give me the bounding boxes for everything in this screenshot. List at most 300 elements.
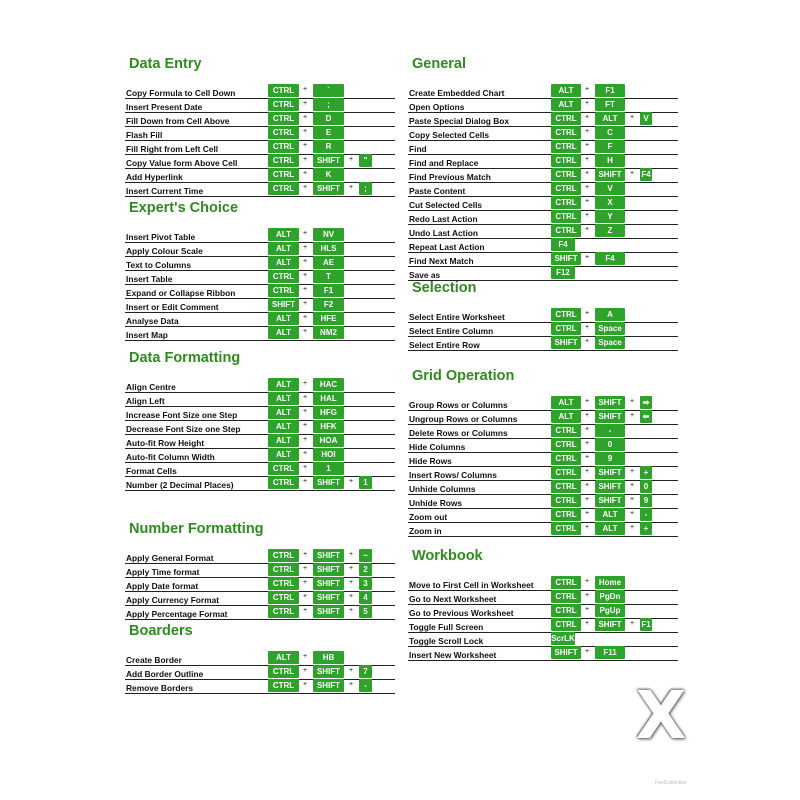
shortcut-label: Find Previous Match bbox=[409, 172, 491, 182]
key-f4: F4 bbox=[551, 238, 575, 251]
plus-separator: + bbox=[302, 380, 308, 387]
key-1: 1 bbox=[359, 476, 372, 489]
plus-separator: + bbox=[629, 412, 635, 419]
plus-separator: + bbox=[302, 394, 308, 401]
shortcut-label: Apply Colour Scale bbox=[126, 246, 203, 256]
plus-separator: + bbox=[348, 681, 354, 688]
key-9: 9 bbox=[640, 494, 652, 507]
shortcut-label: Expand or Collapse Ribbon bbox=[126, 288, 236, 298]
key-0: 0 bbox=[595, 438, 625, 451]
key-shift: SHIFT bbox=[595, 410, 625, 423]
shortcut-row bbox=[408, 253, 678, 267]
shortcut-label: Apply General Format bbox=[126, 553, 214, 563]
plus-separator: + bbox=[584, 454, 590, 461]
shortcut-row bbox=[408, 197, 678, 211]
key-alt: ALT bbox=[268, 326, 299, 339]
shortcut-row bbox=[125, 477, 395, 491]
key-ctrl: CTRL bbox=[268, 679, 299, 692]
plus-separator: + bbox=[584, 324, 590, 331]
key-v: V bbox=[640, 112, 652, 125]
plus-separator: + bbox=[584, 128, 590, 135]
plus-separator: + bbox=[302, 681, 308, 688]
shortcut-row bbox=[408, 495, 678, 509]
shortcut-list bbox=[408, 309, 678, 351]
shortcut-label: Insert Rows/ Columns bbox=[409, 470, 497, 480]
shortcut-row bbox=[408, 85, 678, 99]
shortcut-row bbox=[408, 481, 678, 495]
key-ctrl: CTRL bbox=[551, 604, 581, 617]
shortcut-row bbox=[125, 421, 395, 435]
shortcut-label: Create Embedded Chart bbox=[409, 88, 505, 98]
shortcut-label: Insert or Edit Comment bbox=[126, 302, 219, 312]
shortcut-row bbox=[408, 633, 678, 647]
key-hoa: HOA bbox=[313, 434, 344, 447]
key-ctrl: CTRL bbox=[551, 466, 581, 479]
key-shift: SHIFT bbox=[595, 396, 625, 409]
key-shift: SHIFT bbox=[595, 168, 625, 181]
key-c: C bbox=[595, 126, 625, 139]
shortcut-label: Fill Right from Left Cell bbox=[126, 144, 219, 154]
plus-separator: + bbox=[302, 653, 308, 660]
key-alt: ALT bbox=[551, 84, 581, 97]
shortcut-list bbox=[408, 397, 678, 537]
shortcut-row bbox=[408, 169, 678, 183]
plus-separator: + bbox=[302, 272, 308, 279]
shortcut-label: Save as bbox=[409, 270, 441, 280]
shortcut-label: Insert Table bbox=[126, 274, 173, 284]
key-f4: F4 bbox=[595, 252, 625, 265]
key-ctrl: CTRL bbox=[551, 182, 581, 195]
key-hls: HLS bbox=[313, 242, 344, 255]
key-ctrl: CTRL bbox=[268, 605, 299, 618]
shortcut-row bbox=[408, 113, 678, 127]
plus-separator: + bbox=[584, 156, 590, 163]
plus-separator: + bbox=[302, 286, 308, 293]
shortcut-row bbox=[125, 550, 395, 564]
key-shift: SHIFT bbox=[595, 480, 625, 493]
key-alt: ALT bbox=[268, 256, 299, 269]
key-shift: SHIFT bbox=[595, 466, 625, 479]
key-ctrl: CTRL bbox=[268, 577, 299, 590]
shortcut-row bbox=[125, 564, 395, 578]
key-shift: SHIFT bbox=[313, 665, 344, 678]
key-symbol: ⬅ bbox=[640, 410, 652, 423]
key-shift: SHIFT bbox=[268, 298, 299, 311]
excel-x-logo bbox=[625, 677, 697, 754]
plus-separator: + bbox=[584, 170, 590, 177]
plus-separator: + bbox=[302, 244, 308, 251]
plus-separator: + bbox=[302, 258, 308, 265]
shortcut-label: Unhide Rows bbox=[409, 498, 463, 508]
plus-separator: + bbox=[584, 496, 590, 503]
shortcut-row bbox=[408, 411, 678, 425]
key-alt: ALT bbox=[595, 112, 625, 125]
key-alt: ALT bbox=[268, 242, 299, 255]
plus-separator: + bbox=[348, 551, 354, 558]
key-alt: ALT bbox=[595, 522, 625, 535]
shortcut-row bbox=[125, 229, 395, 243]
key-symbol: ; bbox=[359, 182, 372, 195]
shortcut-row bbox=[408, 425, 678, 439]
plus-separator: + bbox=[584, 620, 590, 627]
shortcut-row bbox=[408, 141, 678, 155]
key-alt: ALT bbox=[551, 98, 581, 111]
plus-separator: + bbox=[302, 300, 308, 307]
shortcut-list bbox=[125, 379, 395, 491]
key-shift: SHIFT bbox=[313, 605, 344, 618]
shortcut-row bbox=[125, 99, 395, 113]
section-grid-operation bbox=[408, 365, 678, 537]
shortcut-row bbox=[408, 577, 678, 591]
key-k: K bbox=[313, 168, 344, 181]
key-3: 3 bbox=[359, 577, 372, 590]
key-shift: SHIFT bbox=[551, 336, 581, 349]
key-shift: SHIFT bbox=[313, 577, 344, 590]
key-ctrl: CTRL bbox=[551, 480, 581, 493]
plus-separator: + bbox=[584, 606, 590, 613]
shortcut-row bbox=[125, 169, 395, 183]
plus-separator: + bbox=[584, 338, 590, 345]
key-4: 4 bbox=[359, 591, 372, 604]
shortcut-row bbox=[125, 435, 395, 449]
key-ctrl: CTRL bbox=[268, 549, 299, 562]
key-7: 7 bbox=[359, 665, 372, 678]
shortcut-label: Increase Font Size one Step bbox=[126, 410, 238, 420]
shortcut-row bbox=[125, 606, 395, 620]
plus-separator: + bbox=[629, 398, 635, 405]
plus-separator: + bbox=[302, 579, 308, 586]
key-hfk: HFK bbox=[313, 420, 344, 433]
shortcut-list bbox=[125, 550, 395, 620]
key-ctrl: CTRL bbox=[551, 210, 581, 223]
section-selection bbox=[408, 277, 678, 351]
key-f2: F2 bbox=[313, 298, 344, 311]
key-pgdn: PgDn bbox=[595, 590, 625, 603]
key-ft: FT bbox=[595, 98, 625, 111]
plus-separator: + bbox=[584, 184, 590, 191]
key-ctrl: CTRL bbox=[551, 224, 581, 237]
key-shift: SHIFT bbox=[595, 494, 625, 507]
key-ctrl: CTRL bbox=[551, 112, 581, 125]
key-ctrl: CTRL bbox=[268, 154, 299, 167]
key-ctrl: CTRL bbox=[551, 618, 581, 631]
shortcut-label: Auto-fit Column Width bbox=[126, 452, 215, 462]
shortcut-label: Find bbox=[409, 144, 427, 154]
key-pgup: PgUp bbox=[595, 604, 625, 617]
plus-separator: + bbox=[584, 142, 590, 149]
shortcut-label: Auto-fit Row Height bbox=[126, 438, 205, 448]
key-ctrl: CTRL bbox=[551, 508, 581, 521]
shortcut-list bbox=[125, 652, 395, 694]
section-workbook bbox=[408, 545, 678, 661]
key-alt: ALT bbox=[268, 448, 299, 461]
shortcut-row bbox=[125, 85, 395, 99]
key-symbol: ; bbox=[313, 98, 344, 111]
key-shift: SHIFT bbox=[313, 154, 344, 167]
key-ctrl: CTRL bbox=[268, 140, 299, 153]
shortcut-row bbox=[408, 309, 678, 323]
shortcut-row bbox=[125, 243, 395, 257]
key-alt: ALT bbox=[268, 420, 299, 433]
plus-separator: + bbox=[348, 478, 354, 485]
key-symbol: - bbox=[359, 679, 372, 692]
key-ctrl: CTRL bbox=[551, 452, 581, 465]
key-ctrl: CTRL bbox=[551, 168, 581, 181]
shortcut-label: Analyse Data bbox=[126, 316, 179, 326]
shortcut-label: Align Centre bbox=[126, 382, 176, 392]
plus-separator: + bbox=[584, 226, 590, 233]
key-v: V bbox=[595, 182, 625, 195]
key-alt: ALT bbox=[268, 651, 299, 664]
shortcut-label: Number (2 Decimal Places) bbox=[126, 480, 234, 490]
shortcut-label: Add Hyperlink bbox=[126, 172, 183, 182]
shortcut-row bbox=[125, 271, 395, 285]
key-1: 1 bbox=[313, 462, 344, 475]
key-symbol: + bbox=[640, 466, 652, 479]
shortcut-label: Apply Date format bbox=[126, 581, 199, 591]
plus-separator: + bbox=[584, 426, 590, 433]
key-alt: ALT bbox=[268, 392, 299, 405]
key-0: 0 bbox=[640, 480, 652, 493]
shortcut-label: Select Entire Row bbox=[409, 340, 480, 350]
section-boarders bbox=[125, 620, 395, 694]
key-e: E bbox=[313, 126, 344, 139]
key-space: Space bbox=[595, 322, 625, 335]
shortcut-row bbox=[408, 127, 678, 141]
key-alt: ALT bbox=[268, 312, 299, 325]
shortcut-row bbox=[408, 239, 678, 253]
key-alt: ALT bbox=[551, 396, 581, 409]
shortcut-label: Hide Columns bbox=[409, 442, 466, 452]
shortcut-label: Flash Fill bbox=[126, 130, 163, 140]
shortcut-row bbox=[408, 647, 678, 661]
shortcut-label: Remove Borders bbox=[126, 683, 194, 693]
key-ctrl: CTRL bbox=[551, 126, 581, 139]
shortcut-row bbox=[125, 578, 395, 592]
key-ctrl: CTRL bbox=[268, 182, 299, 195]
shortcut-label: Find Next Match bbox=[409, 256, 474, 266]
key-alt: ALT bbox=[268, 406, 299, 419]
shortcut-list bbox=[408, 85, 678, 281]
key-ctrl: CTRL bbox=[268, 476, 299, 489]
plus-separator: + bbox=[584, 212, 590, 219]
key-ctrl: CTRL bbox=[268, 462, 299, 475]
key-f12: F12 bbox=[551, 266, 575, 279]
shortcut-list bbox=[408, 577, 678, 661]
key-ctrl: CTRL bbox=[268, 270, 299, 283]
key-ctrl: CTRL bbox=[268, 563, 299, 576]
shortcut-label: Insert Map bbox=[126, 330, 168, 340]
shortcut-row bbox=[408, 211, 678, 225]
footer-watermark: FeelCollection bbox=[655, 780, 687, 786]
key-ctrl: CTRL bbox=[268, 84, 299, 97]
plus-separator: + bbox=[629, 114, 635, 121]
shortcut-row bbox=[125, 257, 395, 271]
plus-separator: + bbox=[302, 408, 308, 415]
shortcut-label: Decrease Font Size one Step bbox=[126, 424, 241, 434]
shortcut-label: Copy Value form Above Cell bbox=[126, 158, 238, 168]
key-hac: HAC bbox=[313, 378, 344, 391]
shortcut-row bbox=[125, 183, 395, 197]
shortcut-label: Redo Last Action bbox=[409, 214, 478, 224]
shortcut-label: Paste Content bbox=[409, 186, 466, 196]
shortcut-row bbox=[125, 407, 395, 421]
plus-separator: + bbox=[584, 482, 590, 489]
shortcut-label: Group Rows or Columns bbox=[409, 400, 508, 410]
key-ctrl: CTRL bbox=[551, 494, 581, 507]
shortcut-row bbox=[408, 99, 678, 113]
key-scrlk: ScrLK bbox=[551, 634, 575, 643]
key-hal: HAL bbox=[313, 392, 344, 405]
shortcut-label: Insert New Worksheet bbox=[409, 650, 497, 660]
plus-separator: + bbox=[302, 156, 308, 163]
key-nm2: NM2 bbox=[313, 326, 344, 339]
key-symbol: + bbox=[640, 522, 652, 535]
key-symbol: - bbox=[640, 508, 652, 521]
shortcut-label: Apply Time format bbox=[126, 567, 200, 577]
shortcut-label: Move to First Cell in Worksheet bbox=[409, 580, 534, 590]
plus-separator: + bbox=[302, 128, 308, 135]
shortcut-label: Text to Columns bbox=[126, 260, 191, 270]
cheat-sheet bbox=[95, 20, 700, 765]
key-ctrl: CTRL bbox=[551, 154, 581, 167]
plus-separator: + bbox=[302, 230, 308, 237]
plus-separator: + bbox=[348, 667, 354, 674]
section-title: Data Entry bbox=[129, 56, 202, 72]
shortcut-row bbox=[408, 523, 678, 537]
section-experts-choice bbox=[125, 197, 395, 341]
plus-separator: + bbox=[629, 510, 635, 517]
shortcut-row bbox=[125, 113, 395, 127]
shortcut-label: Copy Selected Cells bbox=[409, 130, 490, 140]
shortcut-label: Create Border bbox=[126, 655, 182, 665]
plus-separator: + bbox=[302, 667, 308, 674]
key-hb: HB bbox=[313, 651, 344, 664]
plus-separator: + bbox=[584, 440, 590, 447]
key-a: A bbox=[595, 308, 625, 321]
shortcut-label: Delete Rows or Columns bbox=[409, 428, 508, 438]
key-2: 2 bbox=[359, 563, 372, 576]
logo-letter: X bbox=[635, 677, 687, 754]
plus-separator: + bbox=[302, 593, 308, 600]
shortcut-row bbox=[408, 155, 678, 169]
plus-separator: + bbox=[302, 464, 308, 471]
key-ctrl: CTRL bbox=[551, 522, 581, 535]
key-f1: F1 bbox=[641, 620, 651, 629]
key-alt: ALT bbox=[551, 410, 581, 423]
shortcut-row bbox=[125, 393, 395, 407]
shortcut-label: Select Entire Worksheet bbox=[409, 312, 505, 322]
shortcut-row bbox=[125, 680, 395, 694]
plus-separator: + bbox=[584, 578, 590, 585]
plus-separator: + bbox=[629, 468, 635, 475]
shortcut-row bbox=[125, 666, 395, 680]
key-t: T bbox=[313, 270, 344, 283]
shortcut-row bbox=[408, 225, 678, 239]
section-title: Number Formatting bbox=[129, 521, 264, 537]
shortcut-label: Cut Selected Cells bbox=[409, 200, 483, 210]
plus-separator: + bbox=[584, 310, 590, 317]
shortcut-row bbox=[125, 592, 395, 606]
section-title: Selection bbox=[412, 280, 477, 296]
key-shift: SHIFT bbox=[595, 618, 625, 631]
plus-separator: + bbox=[584, 398, 590, 405]
key-ctrl: CTRL bbox=[268, 112, 299, 125]
plus-separator: + bbox=[302, 170, 308, 177]
key-hfg: HFG bbox=[313, 406, 344, 419]
key-d: D bbox=[313, 112, 344, 125]
section-general bbox=[408, 53, 678, 281]
shortcut-label: Open Options bbox=[409, 102, 465, 112]
key-ctrl: CTRL bbox=[551, 590, 581, 603]
shortcut-row bbox=[125, 327, 395, 341]
plus-separator: + bbox=[348, 579, 354, 586]
shortcut-row bbox=[125, 155, 395, 169]
key-symbol: " bbox=[359, 154, 372, 167]
key-home: Home bbox=[595, 576, 625, 589]
plus-separator: + bbox=[302, 450, 308, 457]
key-f4: F4 bbox=[641, 170, 651, 179]
key-ctrl: CTRL bbox=[551, 576, 581, 589]
shortcut-row bbox=[408, 439, 678, 453]
shortcut-row bbox=[125, 313, 395, 327]
key-9: 9 bbox=[595, 452, 625, 465]
shortcut-label: Align Left bbox=[126, 396, 165, 406]
shortcut-label: Add Border Outline bbox=[126, 669, 204, 679]
plus-separator: + bbox=[302, 436, 308, 443]
shortcut-label: Find and Replace bbox=[409, 158, 479, 168]
key-space: Space bbox=[595, 336, 625, 349]
shortcut-list bbox=[125, 229, 395, 341]
shortcut-row bbox=[408, 509, 678, 523]
key-ctrl: CTRL bbox=[268, 98, 299, 111]
shortcut-row bbox=[125, 127, 395, 141]
key-hoi: HOI bbox=[313, 448, 344, 461]
plus-separator: + bbox=[348, 607, 354, 614]
shortcut-label: Hide Rows bbox=[409, 456, 452, 466]
key-y: Y bbox=[595, 210, 625, 223]
shortcut-row bbox=[408, 605, 678, 619]
shortcut-label: Apply Percentage Format bbox=[126, 609, 228, 619]
section-title: Boarders bbox=[129, 623, 193, 639]
key-alt: ALT bbox=[268, 228, 299, 241]
key-z: Z bbox=[595, 224, 625, 237]
shortcut-row bbox=[125, 652, 395, 666]
key-ctrl: CTRL bbox=[551, 322, 581, 335]
shortcut-label: Fill Down from Cell Above bbox=[126, 116, 230, 126]
plus-separator: + bbox=[629, 482, 635, 489]
plus-separator: + bbox=[584, 86, 590, 93]
plus-separator: + bbox=[584, 524, 590, 531]
key-h: H bbox=[595, 154, 625, 167]
key-alt: ALT bbox=[268, 378, 299, 391]
section-data-entry bbox=[125, 53, 395, 197]
key-ctrl: CTRL bbox=[551, 424, 581, 437]
shortcut-row bbox=[125, 285, 395, 299]
key-x: X bbox=[595, 196, 625, 209]
plus-separator: + bbox=[584, 254, 590, 261]
shortcut-row bbox=[125, 299, 395, 313]
shortcut-label: Zoom out bbox=[409, 512, 448, 522]
shortcut-row bbox=[408, 453, 678, 467]
key-symbol: ➡ bbox=[640, 396, 652, 409]
section-number-formatting bbox=[125, 518, 395, 620]
plus-separator: + bbox=[584, 100, 590, 107]
plus-separator: + bbox=[302, 551, 308, 558]
plus-separator: + bbox=[302, 142, 308, 149]
plus-separator: + bbox=[302, 314, 308, 321]
key-ctrl: CTRL bbox=[551, 308, 581, 321]
